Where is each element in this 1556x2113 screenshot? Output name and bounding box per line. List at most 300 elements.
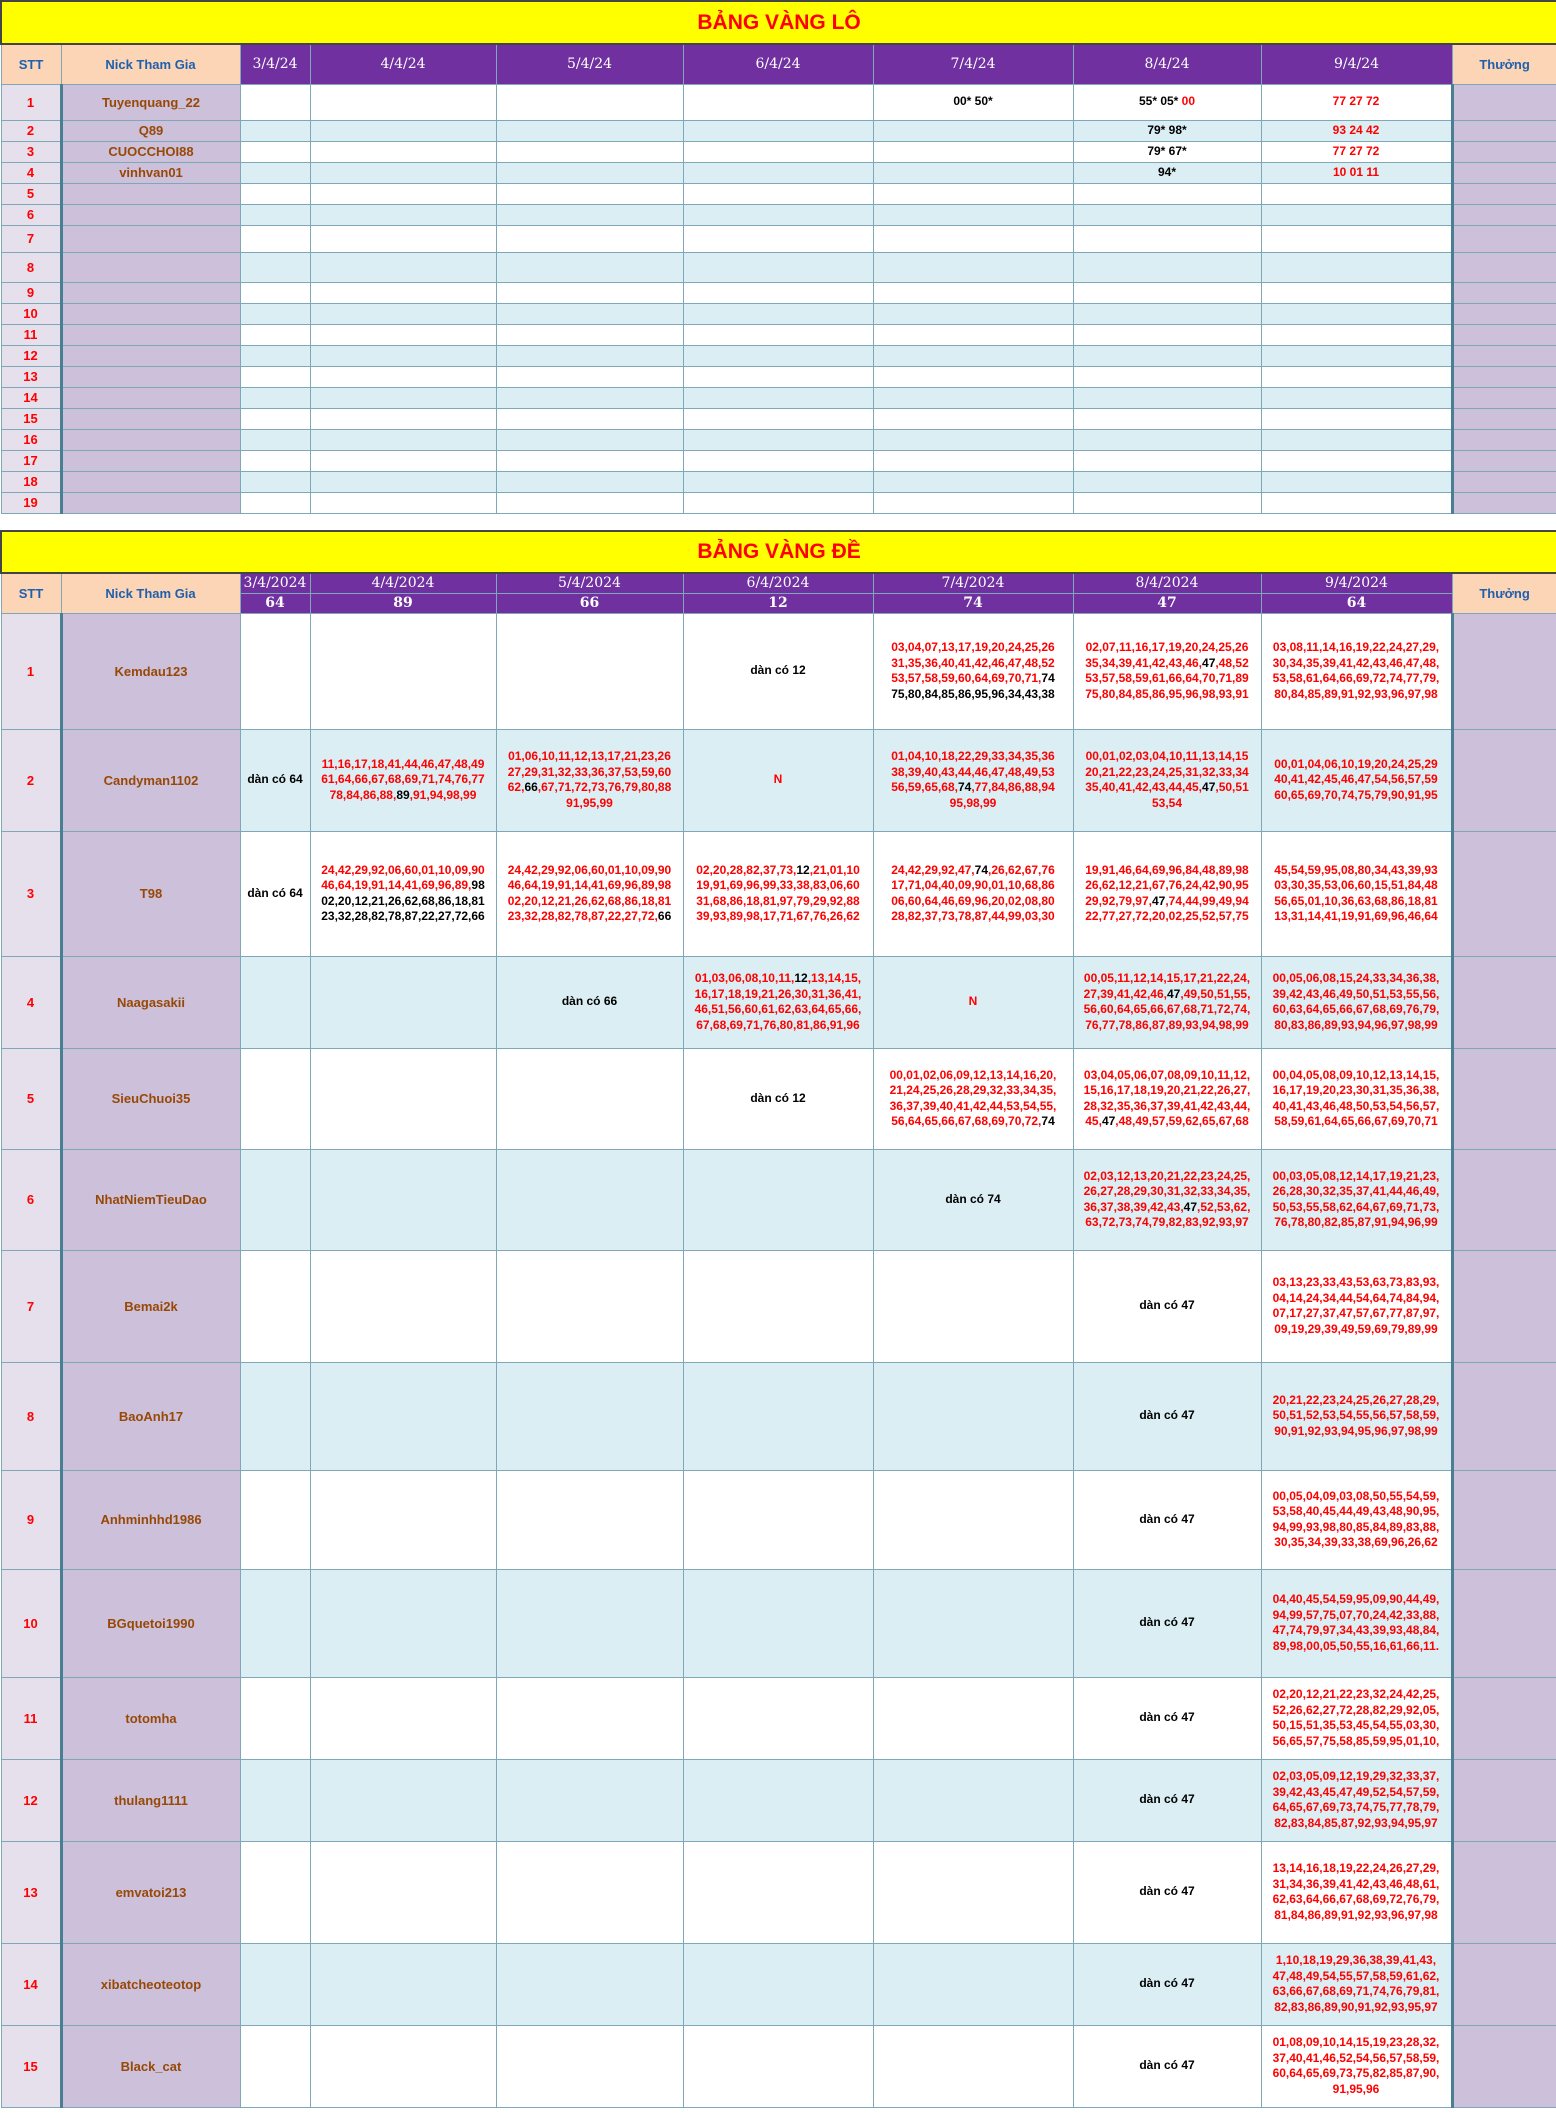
player-nick: totomha (61, 1677, 240, 1759)
player-nick: BGquetoi1990 (61, 1569, 240, 1677)
lo-table-row (1, 429, 1556, 450)
prediction-cell: 00* 50* (873, 84, 1073, 120)
prediction-cell (683, 324, 873, 345)
prediction-cell: dàn có 47 (1073, 1470, 1261, 1569)
player-nick (61, 366, 240, 387)
prediction-cell (496, 387, 683, 408)
prediction-cell (240, 324, 310, 345)
player-nick: Bemai2k (61, 1250, 240, 1362)
de-table-row (1, 1250, 1556, 1362)
prediction-cell: 03,04,05,06,07,08,09,10,11,12, 15,16,17,18,19,20,21,22,26,27, 28,32,35,36,37,39,41,42,43,44, 45,47,48,49,57,59,62,65,67,68 (1073, 1048, 1261, 1149)
lo-table-row (1, 84, 1556, 120)
row-number: 7 (1, 1250, 61, 1362)
prediction-cell: dàn có 47 (1073, 1250, 1261, 1362)
de-header-result: 66 (496, 593, 683, 613)
prediction-cell (1073, 225, 1261, 252)
row-number: 4 (1, 956, 61, 1048)
prediction-cell (1073, 252, 1261, 282)
player-nick: Tuyenquang_22 (61, 84, 240, 120)
prediction-cell (683, 252, 873, 282)
row-number: 1 (1, 613, 61, 729)
prediction-cell (240, 1362, 310, 1470)
prediction-cell: N (873, 956, 1073, 1048)
prediction-cell (873, 282, 1073, 303)
row-number: 13 (1, 366, 61, 387)
player-nick: Q89 (61, 120, 240, 141)
de-table-row (1, 1759, 1556, 1841)
prediction-cell (683, 492, 873, 513)
prediction-cell: 94* (1073, 162, 1261, 183)
de-table-row (1, 1470, 1556, 1569)
prediction-cell (496, 1569, 683, 1677)
prediction-cell (873, 450, 1073, 471)
prediction-cell (873, 387, 1073, 408)
prediction-cell (496, 345, 683, 366)
player-nick (61, 252, 240, 282)
prediction-cell (683, 162, 873, 183)
reward-cell (1452, 84, 1556, 120)
prediction-cell (240, 345, 310, 366)
prediction-cell (683, 366, 873, 387)
prediction-cell (240, 1841, 310, 1943)
prediction-cell (310, 204, 496, 225)
reward-cell (1452, 613, 1556, 729)
row-number: 10 (1, 1569, 61, 1677)
reward-cell (1452, 162, 1556, 183)
lo-table-row (1, 183, 1556, 204)
lo-table-row (1, 450, 1556, 471)
reward-cell (1452, 1149, 1556, 1250)
prediction-cell (683, 282, 873, 303)
prediction-cell (240, 204, 310, 225)
prediction-cell (310, 429, 496, 450)
prediction-cell (240, 183, 310, 204)
de-table-row (1, 1362, 1556, 1470)
prediction-cell (1073, 324, 1261, 345)
prediction-cell (1261, 471, 1452, 492)
prediction-cell (310, 1470, 496, 1569)
reward-cell (1452, 120, 1556, 141)
reward-cell (1452, 2025, 1556, 2107)
prediction-cell (1073, 429, 1261, 450)
row-number: 6 (1, 204, 61, 225)
prediction-cell (240, 141, 310, 162)
prediction-cell: 01,08,09,10,14,15,19,23,28,32, 37,40,41,46,52,54,56,57,58,59, 60,64,65,69,73,75,82,85,87,90, 91,95,96 (1261, 2025, 1452, 2107)
prediction-cell (1073, 345, 1261, 366)
prediction-cell: 02,20,12,21,22,23,32,24,42,25, 52,26,62,27,72,28,82,29,92,05, 50,15,51,35,53,45,54,55,03,30, 56,65,57,75,58,85,59,95,01,10, (1261, 1677, 1452, 1759)
row-number: 14 (1, 1943, 61, 2025)
prediction-cell (310, 956, 496, 1048)
player-nick: Naagasakii (61, 956, 240, 1048)
prediction-cell: N (683, 729, 873, 831)
prediction-cell (310, 2025, 496, 2107)
prediction-cell (683, 429, 873, 450)
prediction-cell: dàn có 12 (683, 1048, 873, 1149)
reward-cell (1452, 1943, 1556, 2025)
prediction-cell (873, 1841, 1073, 1943)
prediction-cell (496, 1362, 683, 1470)
prediction-cell: 02,03,12,13,20,21,22,23,24,25, 26,27,28,29,30,31,32,33,34,35, 36,37,38,39,42,43,47,52,53,62, 63,72,73,74,79,82,83,92,93,97 (1073, 1149, 1261, 1250)
prediction-cell (683, 2025, 873, 2107)
prediction-cell (1261, 492, 1452, 513)
prediction-cell (310, 252, 496, 282)
de-table-row (1, 1677, 1556, 1759)
prediction-cell (683, 1362, 873, 1470)
prediction-cell (310, 408, 496, 429)
player-nick: BaoAnh17 (61, 1362, 240, 1470)
prediction-cell (496, 183, 683, 204)
reward-cell (1452, 225, 1556, 252)
prediction-cell (240, 613, 310, 729)
reward-cell (1452, 1362, 1556, 1470)
prediction-cell (240, 162, 310, 183)
prediction-cell (310, 1943, 496, 2025)
prediction-cell: 04,40,45,54,59,95,09,90,44,49, 94,99,57,75,07,70,24,42,33,88, 47,74,79,97,34,43,39,93,48,84, 89,98,00,05,50,55,16,61,66,11. (1261, 1569, 1452, 1677)
prediction-cell (240, 366, 310, 387)
player-nick (61, 408, 240, 429)
prediction-cell (240, 429, 310, 450)
row-number: 4 (1, 162, 61, 183)
prediction-cell: 24,42,29,92,06,60,01,10,09,90 46,64,19,91,14,41,69,96,89,98 02,20,12,21,26,62,68,86,18,81 23,32,28,82,78,87,22,27,72,66 (310, 831, 496, 956)
de-header-date: 5/4/2024 (496, 573, 683, 593)
prediction-cell (1261, 345, 1452, 366)
de-table-row (1, 613, 1556, 729)
prediction-cell (496, 471, 683, 492)
prediction-cell (1073, 450, 1261, 471)
reward-cell (1452, 408, 1556, 429)
prediction-cell (873, 1569, 1073, 1677)
prediction-cell (496, 162, 683, 183)
prediction-cell (240, 84, 310, 120)
prediction-cell (873, 2025, 1073, 2107)
reward-cell (1452, 366, 1556, 387)
de-header-date: 8/4/2024 (1073, 573, 1261, 593)
row-number: 16 (1, 429, 61, 450)
row-number: 8 (1, 252, 61, 282)
prediction-cell (240, 387, 310, 408)
prediction-cell: 00,05,04,09,03,08,50,55,54,59, 53,58,40,45,44,49,43,48,90,95, 94,99,93,98,80,85,84,89,83,88, 30,35,34,39,33,38,69,96,26,62 (1261, 1470, 1452, 1569)
prediction-cell (496, 252, 683, 282)
de-header-thuong: Thưởng (1452, 573, 1556, 613)
prediction-cell (240, 1677, 310, 1759)
lo-table-row (1, 324, 1556, 345)
prediction-cell (1073, 183, 1261, 204)
prediction-cell (310, 162, 496, 183)
reward-cell (1452, 141, 1556, 162)
row-number: 2 (1, 729, 61, 831)
prediction-cell: dàn có 12 (683, 613, 873, 729)
lo-title: BẢNG VÀNG LÔ (1, 1, 1556, 44)
prediction-cell (683, 1841, 873, 1943)
prediction-cell (1261, 183, 1452, 204)
prediction-cell: 02,20,28,82,37,73,12,21,01,10 19,91,69,96,99,33,38,83,06,60 31,68,86,18,81,97,79,29,92,88 39,93,89,98,17,71,67,76,26,62 (683, 831, 873, 956)
row-number: 3 (1, 831, 61, 956)
prediction-cell (496, 324, 683, 345)
lo-table-row (1, 225, 1556, 252)
prediction-cell (1261, 429, 1452, 450)
prediction-cell (873, 1759, 1073, 1841)
prediction-cell (1261, 450, 1452, 471)
prediction-cell (310, 1149, 496, 1250)
de-table-row (1, 729, 1556, 831)
prediction-cell: dàn có 47 (1073, 1759, 1261, 1841)
lo-header-date: 3/4/24 (240, 44, 310, 84)
prediction-cell (683, 303, 873, 324)
player-nick (61, 387, 240, 408)
player-nick: emvatoi213 (61, 1841, 240, 1943)
prediction-cell (240, 282, 310, 303)
reward-cell (1452, 303, 1556, 324)
lo-table-row (1, 366, 1556, 387)
prediction-cell (310, 324, 496, 345)
prediction-cell (873, 429, 1073, 450)
row-number: 9 (1, 282, 61, 303)
prediction-cell (310, 613, 496, 729)
de-header-date: 9/4/2024 (1261, 573, 1452, 593)
prediction-cell (873, 225, 1073, 252)
prediction-cell: 00,04,05,08,09,10,12,13,14,15, 16,17,19,20,23,30,31,35,36,38, 40,41,43,46,48,50,53,54,56,57, 58,59,61,64,65,66,67,69,70,71 (1261, 1048, 1452, 1149)
prediction-cell (310, 141, 496, 162)
de-header-date: 6/4/2024 (683, 573, 873, 593)
lo-table-row (1, 162, 1556, 183)
prediction-cell: 02,03,05,09,12,19,29,32,33,37, 39,42,43,45,47,49,52,54,57,59, 64,65,67,69,73,74,75,77,78,79, 82,83,84,85,87,92,93,94,95,97 (1261, 1759, 1452, 1841)
prediction-cell (240, 1569, 310, 1677)
prediction-cell: 00,05,06,08,15,24,33,34,36,38, 39,42,43,46,49,50,51,53,55,56, 60,63,64,65,66,67,68,69,76,79, 80,83,86,89,93,94,96,97,98,99 (1261, 956, 1452, 1048)
prediction-cell: dàn có 47 (1073, 1677, 1261, 1759)
de-header-nick: Nick Tham Gia (61, 573, 240, 613)
reward-cell (1452, 471, 1556, 492)
prediction-cell (683, 471, 873, 492)
prediction-cell (310, 120, 496, 141)
player-nick: Black_cat (61, 2025, 240, 2107)
prediction-cell (873, 1250, 1073, 1362)
lo-table-row (1, 387, 1556, 408)
prediction-cell (1073, 387, 1261, 408)
prediction-cell (310, 1759, 496, 1841)
player-nick (61, 324, 240, 345)
prediction-cell (496, 450, 683, 471)
reward-cell (1452, 183, 1556, 204)
prediction-cell (310, 450, 496, 471)
prediction-cell: 79* 98* (1073, 120, 1261, 141)
de-table-row (1, 831, 1556, 956)
prediction-cell (873, 492, 1073, 513)
prediction-cell (496, 366, 683, 387)
reward-cell (1452, 1470, 1556, 1569)
prediction-cell (683, 120, 873, 141)
prediction-cell (873, 1943, 1073, 2025)
prediction-cell (496, 613, 683, 729)
prediction-cell (496, 1250, 683, 1362)
player-nick: CUOCCHOI88 (61, 141, 240, 162)
row-number: 6 (1, 1149, 61, 1250)
prediction-cell (1073, 492, 1261, 513)
lo-header-date: 9/4/24 (1261, 44, 1452, 84)
prediction-cell: 03,08,11,14,16,19,22,24,27,29, 30,34,35,39,41,42,43,46,47,48, 53,58,61,64,66,69,72,74,77,79, 80,84,85,89,91,92,93,96,97,98 (1261, 613, 1452, 729)
row-number: 17 (1, 450, 61, 471)
prediction-cell (496, 429, 683, 450)
prediction-cell: dàn có 47 (1073, 1569, 1261, 1677)
prediction-cell (1261, 252, 1452, 282)
row-number: 19 (1, 492, 61, 513)
prediction-cell: 00,05,11,12,14,15,17,21,22,24, 27,39,41,42,46,47,49,50,51,55, 56,60,64,65,66,67,68,71,72,74, 76,77,78,86,87,89,93,94,98,99 (1073, 956, 1261, 1048)
prediction-cell (873, 162, 1073, 183)
prediction-cell (873, 345, 1073, 366)
de-header-result: 47 (1073, 593, 1261, 613)
de-header-result: 89 (310, 593, 496, 613)
de-header-stt: STT (1, 573, 61, 613)
prediction-cell: dàn có 47 (1073, 1362, 1261, 1470)
prediction-cell (1261, 408, 1452, 429)
de-header-result: 12 (683, 593, 873, 613)
prediction-cell (496, 141, 683, 162)
prediction-cell (496, 282, 683, 303)
prediction-cell (310, 1841, 496, 1943)
prediction-cell (683, 183, 873, 204)
row-number: 1 (1, 84, 61, 120)
prediction-cell (310, 183, 496, 204)
prediction-cell (873, 324, 1073, 345)
de-header-result: 64 (1261, 593, 1452, 613)
prediction-cell (240, 2025, 310, 2107)
prediction-cell (310, 303, 496, 324)
row-number: 12 (1, 345, 61, 366)
prediction-cell (1261, 387, 1452, 408)
prediction-cell (873, 366, 1073, 387)
prediction-cell (310, 1048, 496, 1149)
prediction-cell (1261, 324, 1452, 345)
reward-cell (1452, 956, 1556, 1048)
player-nick: xibatcheoteotop (61, 1943, 240, 2025)
prediction-cell (310, 225, 496, 252)
prediction-cell (1261, 204, 1452, 225)
row-number: 3 (1, 141, 61, 162)
prediction-cell: 45,54,59,95,08,80,34,43,39,93 03,30,35,53,06,60,15,51,84,48 56,65,01,10,36,63,68,86,18,81 13,31,14,41,19,91,69,96,46,64 (1261, 831, 1452, 956)
prediction-cell (1261, 303, 1452, 324)
row-number: 5 (1, 1048, 61, 1149)
lo-table-row (1, 120, 1556, 141)
prediction-cell (240, 303, 310, 324)
player-nick (61, 303, 240, 324)
prediction-cell (873, 1362, 1073, 1470)
prediction-cell (1073, 471, 1261, 492)
prediction-cell (1073, 303, 1261, 324)
prediction-cell: 03,04,07,13,17,19,20,24,25,26 31,35,36,40,41,42,46,47,48,52 53,57,58,59,60,64,69,70,71,74 75,80,84,85,86,95,96,34,43,38 (873, 613, 1073, 729)
player-nick: vinhvan01 (61, 162, 240, 183)
prediction-cell (496, 204, 683, 225)
prediction-cell: 1,10,18,19,29,36,38,39,41,43, 47,48,49,54,55,57,58,59,61,62, 63,66,67,68,69,71,74,76,79,81, 82,83,86,89,90,91,92,93,95,97 (1261, 1943, 1452, 2025)
reward-cell (1452, 1250, 1556, 1362)
player-nick (61, 471, 240, 492)
lo-table-row (1, 471, 1556, 492)
prediction-cell (240, 450, 310, 471)
prediction-cell: 00,01,02,03,04,10,11,13,14,15 20,21,22,23,24,25,31,32,33,34 35,40,41,42,43,44,45,47,50,51 53,54 (1073, 729, 1261, 831)
de-header-date: 4/4/2024 (310, 573, 496, 593)
reward-cell (1452, 729, 1556, 831)
player-nick: Anhminhhd1986 (61, 1470, 240, 1569)
prediction-cell (496, 408, 683, 429)
row-number: 14 (1, 387, 61, 408)
lo-header-date: 4/4/24 (310, 44, 496, 84)
prediction-cell: 11,16,17,18,41,44,46,47,48,49 61,64,66,67,68,69,71,74,76,77 78,84,86,88,89,91,94,98,99 (310, 729, 496, 831)
lo-table-row (1, 345, 1556, 366)
prediction-cell: 00,01,04,06,10,19,20,24,25,29 40,41,42,45,46,47,54,56,57,59 60,65,69,70,74,75,79,90,91,95 (1261, 729, 1452, 831)
de-header-result: 74 (873, 593, 1073, 613)
prediction-cell: 13,14,16,18,19,22,24,26,27,29, 31,34,36,39,41,42,43,46,48,61, 62,63,64,66,67,68,69,72,76,79, 81,84,86,89,91,92,93,96,97,98 (1261, 1841, 1452, 1943)
reward-cell (1452, 831, 1556, 956)
prediction-cell (240, 252, 310, 282)
row-number: 2 (1, 120, 61, 141)
prediction-cell (240, 1759, 310, 1841)
prediction-cell (1261, 225, 1452, 252)
de-header-date: 3/4/2024 (240, 573, 310, 593)
de-header-date: 7/4/2024 (873, 573, 1073, 593)
prediction-cell (240, 492, 310, 513)
de-table-row (1, 956, 1556, 1048)
prediction-cell (683, 1149, 873, 1250)
prediction-cell (240, 120, 310, 141)
prediction-cell (873, 408, 1073, 429)
prediction-cell (1261, 282, 1452, 303)
prediction-cell (683, 408, 873, 429)
reward-cell (1452, 1677, 1556, 1759)
prediction-cell (240, 225, 310, 252)
prediction-cell (240, 1943, 310, 2025)
lo-header-date: 8/4/24 (1073, 44, 1261, 84)
lo-table-row (1, 252, 1556, 282)
prediction-cell (310, 471, 496, 492)
prediction-cell: 93 24 42 (1261, 120, 1452, 141)
prediction-cell: 00,03,05,08,12,14,17,19,21,23, 26,28,30,32,35,37,41,44,46,49, 50,53,55,58,62,64,67,69,71,73, 76,78,80,82,85,87,91,94,96,99 (1261, 1149, 1452, 1250)
prediction-cell (496, 303, 683, 324)
player-nick: thulang1111 (61, 1759, 240, 1841)
row-number: 15 (1, 2025, 61, 2107)
player-nick: T98 (61, 831, 240, 956)
reward-cell (1452, 282, 1556, 303)
prediction-cell (496, 1149, 683, 1250)
reward-cell (1452, 429, 1556, 450)
prediction-cell: 03,13,23,33,43,53,63,73,83,93, 04,14,24,34,44,54,64,74,84,94, 07,17,27,37,47,57,67,77,87,97, 09,19,29,39,49,59,69,79,89,99 (1261, 1250, 1452, 1362)
prediction-cell (873, 471, 1073, 492)
prediction-cell (873, 120, 1073, 141)
prediction-cell: dàn có 74 (873, 1149, 1073, 1250)
prediction-cell (310, 1250, 496, 1362)
prediction-cell (310, 84, 496, 120)
bang-vang-lo-table (0, 0, 1556, 514)
prediction-cell: dàn có 47 (1073, 2025, 1261, 2107)
prediction-cell: dàn có 64 (240, 729, 310, 831)
reward-cell (1452, 204, 1556, 225)
player-nick: SieuChuoi35 (61, 1048, 240, 1149)
row-number: 5 (1, 183, 61, 204)
reward-cell (1452, 345, 1556, 366)
prediction-cell (496, 1048, 683, 1149)
lo-header-date: 7/4/24 (873, 44, 1073, 84)
prediction-cell (310, 345, 496, 366)
prediction-cell (1073, 204, 1261, 225)
prediction-cell: 01,03,06,08,10,11,12,13,14,15, 16,17,18,19,21,26,30,31,36,41, 46,51,56,60,61,62,63,64,65,66, 67,68,69,71,76,80,81,86,91,96 (683, 956, 873, 1048)
prediction-cell (240, 471, 310, 492)
lo-table-row (1, 141, 1556, 162)
lo-header-date: 5/4/24 (496, 44, 683, 84)
lo-table-row (1, 408, 1556, 429)
player-nick (61, 282, 240, 303)
prediction-cell (496, 1470, 683, 1569)
prediction-cell (310, 492, 496, 513)
prediction-cell: 19,91,46,64,69,96,84,48,89,98 26,62,12,21,67,76,24,42,90,95 29,92,79,97,47,74,44,99,49,94 22,77,27,72,20,02,25,52,57,75 (1073, 831, 1261, 956)
prediction-cell (683, 1250, 873, 1362)
reward-cell (1452, 492, 1556, 513)
